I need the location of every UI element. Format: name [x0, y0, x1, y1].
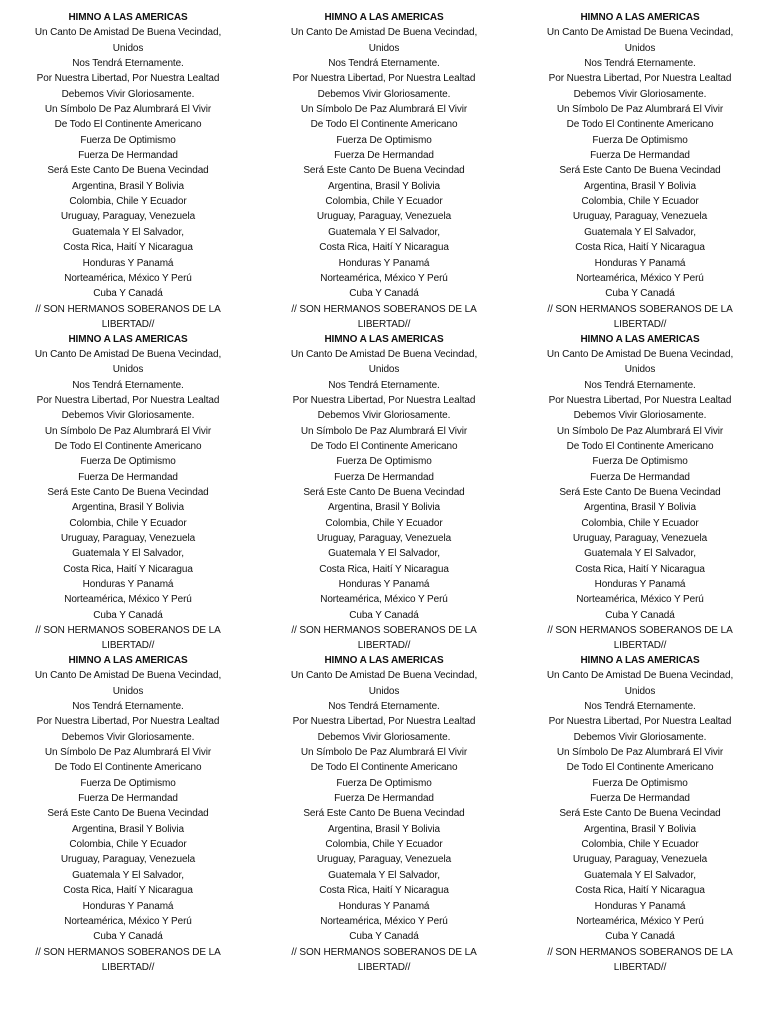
hymn-line: Nos Tendrá Eternamente. [328, 379, 440, 391]
hymn-line: Fuerza De Hermandad [590, 150, 690, 162]
hymn-line: Norteamérica, México Y Perú [320, 915, 448, 927]
hymn-line: Unidos [368, 42, 400, 54]
hymn-line: Colombia, Chile Y Ecuador [69, 517, 187, 529]
hymn-line: Nos Tendrá Eternamente. [72, 58, 184, 70]
hymn-line: Nos Tendrá Eternamente. [584, 379, 696, 391]
hymn-line: Nos Tendrá Eternamente. [72, 379, 184, 391]
hymn-line: Uruguay, Paraguay, Venezuela [60, 854, 196, 866]
hymn-line: Norteamérica, México Y Perú [576, 915, 704, 927]
hymn-line: Colombia, Chile Y Ecuador [325, 517, 443, 529]
hymn-line: Argentina, Brasil Y Bolivia [72, 180, 184, 192]
hymn-line: Cuba Y Canadá [605, 931, 675, 943]
hymn-line: Nos Tendrá Eternamente. [328, 58, 440, 70]
hymn-line: De Todo El Continente Americano [310, 119, 458, 131]
hymn-line: Debemos Vivir Gloriosamente. [573, 731, 707, 743]
hymn-line: Debemos Vivir Gloriosamente. [573, 410, 707, 422]
hymn-line: Honduras Y Panamá [594, 900, 686, 912]
hymn-line: Costa Rica, Haití Y Nicaragua [63, 242, 193, 254]
hymn-line: Norteamérica, México Y Perú [576, 594, 704, 606]
hymn-line: Por Nuestra Libertad, Por Nuestra Lealtad [548, 394, 732, 406]
hymn-line: Por Nuestra Libertad, Por Nuestra Lealtad [292, 394, 476, 406]
hymn-line: Colombia, Chile Y Ecuador [325, 196, 443, 208]
hymn-block [256, 653, 512, 975]
hymn-line: Un Símbolo De Paz Alumbrará El Vivir [300, 104, 468, 116]
hymn-line: Nos Tendrá Eternamente. [328, 701, 440, 713]
hymn-line: // SON HERMANOS SOBERANOS DE LA [291, 625, 477, 637]
hymn-line: Un Canto De Amistad De Buena Vecindad, [546, 670, 734, 682]
hymn-line: Será Este Canto De Buena Vecindad [47, 486, 209, 498]
hymn-line: Fuerza De Hermandad [78, 471, 178, 483]
hymn-line: Un Símbolo De Paz Alumbrará El Vivir [556, 747, 724, 759]
hymn-line: De Todo El Continente Americano [54, 762, 202, 774]
hymn-line: Un Símbolo De Paz Alumbrará El Vivir [300, 747, 468, 759]
hymn-line: Honduras Y Panamá [338, 900, 430, 912]
hymn-line: Unidos [112, 364, 144, 376]
hymn-line: Será Este Canto De Buena Vecindad [559, 486, 721, 498]
hymn-block [0, 10, 256, 332]
hymn-line: Fuerza De Optimismo [592, 777, 688, 789]
hymn-line: Costa Rica, Haití Y Nicaragua [575, 242, 705, 254]
hymn-line: Nos Tendrá Eternamente. [584, 58, 696, 70]
hymn-title: HIMNO A LAS AMERICAS [324, 12, 444, 23]
hymn-line: Costa Rica, Haití Y Nicaragua [319, 242, 449, 254]
hymn-line: Cuba Y Canadá [93, 288, 163, 300]
hymn-line: De Todo El Continente Americano [54, 440, 202, 452]
hymn-line: Uruguay, Paraguay, Venezuela [60, 211, 196, 223]
hymn-line: Fuerza De Hermandad [334, 793, 434, 805]
hymn-line: Será Este Canto De Buena Vecindad [559, 165, 721, 177]
hymn-line: Colombia, Chile Y Ecuador [581, 839, 699, 851]
hymn-line: Guatemala Y El Salvador, [584, 548, 696, 560]
hymn-title: HIMNO A LAS AMERICAS [68, 333, 188, 345]
hymn-line: Guatemala Y El Salvador, [328, 869, 440, 881]
hymn-line: // SON HERMANOS SOBERANOS DE LA [35, 303, 221, 315]
hymn-line: Un Canto De Amistad De Buena Vecindad, [290, 27, 478, 39]
hymn-line: Fuerza De Hermandad [590, 471, 690, 483]
hymn-line: Guatemala Y El Salvador, [584, 869, 696, 881]
hymn-line: // SON HERMANOS SOBERANOS DE LA [35, 946, 221, 958]
hymn-line: Un Canto De Amistad De Buena Vecindad, [290, 670, 478, 682]
hymn-line: Fuerza De Hermandad [590, 793, 690, 805]
hymn-line: Debemos Vivir Gloriosamente. [573, 88, 707, 100]
hymn-line: Debemos Vivir Gloriosamente. [61, 731, 195, 743]
hymn-line: Costa Rica, Haití Y Nicaragua [319, 885, 449, 897]
hymn-line: Un Canto De Amistad De Buena Vecindad, [546, 348, 734, 360]
hymn-line: Honduras Y Panamá [594, 579, 686, 590]
hymn-line: Norteamérica, México Y Perú [64, 272, 192, 284]
hymn-line: Un Canto De Amistad De Buena Vecindad, [546, 27, 734, 39]
hymn-line: Argentina, Brasil Y Bolivia [328, 180, 440, 192]
hymn-line: Fuerza De Hermandad [334, 150, 434, 162]
hymn-line: Colombia, Chile Y Ecuador [69, 196, 187, 208]
hymn-line: Argentina, Brasil Y Bolivia [72, 823, 184, 835]
hymn-line: // SON HERMANOS SOBERANOS DE LA [547, 946, 733, 958]
hymn-line: De Todo El Continente Americano [566, 762, 714, 774]
hymn-line: Unidos [112, 685, 144, 697]
hymn-block [256, 332, 512, 654]
hymn-line: Un Símbolo De Paz Alumbrará El Vivir [44, 425, 212, 437]
hymn-line: Colombia, Chile Y Ecuador [69, 839, 187, 851]
hymn-line: Uruguay, Paraguay, Venezuela [316, 532, 452, 544]
hymn-line: Fuerza De Hermandad [78, 150, 178, 162]
hymn-line: Será Este Canto De Buena Vecindad [559, 808, 721, 820]
hymn-line: Costa Rica, Haití Y Nicaragua [575, 563, 705, 575]
hymn-line: Un Símbolo De Paz Alumbrará El Vivir [556, 104, 724, 116]
hymn-line: LIBERTAD// [101, 318, 155, 330]
hymn-line: Será Este Canto De Buena Vecindad [47, 808, 209, 820]
hymn-block [0, 332, 256, 654]
hymn-line: Norteamérica, México Y Perú [320, 594, 448, 606]
hymn-line: Cuba Y Canadá [605, 288, 675, 300]
hymn-line: Debemos Vivir Gloriosamente. [61, 88, 195, 100]
hymn-line: Uruguay, Paraguay, Venezuela [316, 211, 452, 223]
hymn-line: Honduras Y Panamá [82, 257, 174, 269]
hymn-line: Fuerza De Optimismo [336, 456, 432, 468]
hymn-line: Debemos Vivir Gloriosamente. [61, 410, 195, 422]
hymn-line: Honduras Y Panamá [82, 900, 174, 912]
hymn-line: Unidos [624, 364, 656, 376]
hymn-line: De Todo El Continente Americano [566, 440, 714, 452]
hymn-line: Fuerza De Optimismo [80, 456, 176, 468]
hymn-line: Argentina, Brasil Y Bolivia [328, 502, 440, 514]
hymn-line: Guatemala Y El Salvador, [584, 226, 696, 238]
hymn-line: Un Canto De Amistad De Buena Vecindad, [34, 348, 222, 360]
hymn-title: HIMNO A LAS AMERICAS [324, 333, 444, 345]
hymn-line: Uruguay, Paraguay, Venezuela [572, 854, 708, 866]
hymn-line: Honduras Y Panamá [338, 257, 430, 269]
hymn-line: Argentina, Brasil Y Bolivia [72, 502, 184, 514]
hymn-line: Cuba Y Canadá [349, 931, 419, 943]
hymn-line: Honduras Y Panamá [82, 579, 174, 590]
hymn-line: Un Símbolo De Paz Alumbrará El Vivir [44, 104, 212, 116]
hymn-line: Un Símbolo De Paz Alumbrará El Vivir [44, 747, 212, 759]
hymn-line: Fuerza De Optimismo [592, 134, 688, 146]
hymn-title: HIMNO A LAS AMERICAS [580, 12, 700, 23]
hymn-line: Nos Tendrá Eternamente. [72, 701, 184, 713]
hymn-line: Argentina, Brasil Y Bolivia [328, 823, 440, 835]
hymn-line: Norteamérica, México Y Perú [320, 272, 448, 284]
hymn-line: Uruguay, Paraguay, Venezuela [572, 211, 708, 223]
hymn-line: Uruguay, Paraguay, Venezuela [572, 532, 708, 544]
hymn-block [256, 10, 512, 332]
hymn-line: Guatemala Y El Salvador, [72, 226, 184, 238]
hymn-line: De Todo El Continente Americano [310, 440, 458, 452]
hymn-line: Uruguay, Paraguay, Venezuela [60, 532, 196, 544]
hymn-line: LIBERTAD// [357, 318, 411, 330]
hymn-line: Debemos Vivir Gloriosamente. [317, 410, 451, 422]
hymn-line: Por Nuestra Libertad, Por Nuestra Lealtad [292, 73, 476, 85]
hymn-line: Será Este Canto De Buena Vecindad [303, 486, 465, 498]
hymn-line: LIBERTAD// [357, 961, 411, 973]
hymn-line: Por Nuestra Libertad, Por Nuestra Lealtad [36, 73, 220, 85]
hymn-line: Colombia, Chile Y Ecuador [581, 196, 699, 208]
hymn-line: Honduras Y Panamá [594, 257, 686, 269]
hymn-line: Cuba Y Canadá [349, 288, 419, 300]
hymn-line: Un Canto De Amistad De Buena Vecindad, [34, 670, 222, 682]
hymn-line: Norteamérica, México Y Perú [64, 594, 192, 606]
hymn-line: LIBERTAD// [613, 640, 667, 652]
hymn-line: Un Símbolo De Paz Alumbrará El Vivir [556, 425, 724, 437]
hymn-line: Argentina, Brasil Y Bolivia [584, 180, 696, 192]
hymn-line: Por Nuestra Libertad, Por Nuestra Lealtad [36, 394, 220, 406]
hymn-line: Fuerza De Optimismo [336, 134, 432, 146]
hymn-line: Un Símbolo De Paz Alumbrará El Vivir [300, 425, 468, 437]
hymn-line: Fuerza De Hermandad [334, 471, 434, 483]
hymn-line: // SON HERMANOS SOBERANOS DE LA [547, 625, 733, 637]
hymn-line: Cuba Y Canadá [349, 609, 419, 621]
hymn-line: Guatemala Y El Salvador, [328, 548, 440, 560]
hymn-line: Por Nuestra Libertad, Por Nuestra Lealtad [548, 716, 732, 728]
hymn-line: // SON HERMANOS SOBERANOS DE LA [35, 625, 221, 637]
hymn-line: Nos Tendrá Eternamente. [584, 701, 696, 713]
hymn-line: Un Canto De Amistad De Buena Vecindad, [290, 348, 478, 360]
hymn-title: HIMNO A LAS AMERICAS [68, 12, 188, 23]
hymn-line: Unidos [112, 42, 144, 54]
hymn-line: Norteamérica, México Y Perú [64, 915, 192, 927]
hymn-line: Uruguay, Paraguay, Venezuela [316, 854, 452, 866]
hymn-line: Por Nuestra Libertad, Por Nuestra Lealtad [36, 716, 220, 728]
hymn-block [512, 653, 768, 975]
hymn-title: HIMNO A LAS AMERICAS [580, 333, 700, 345]
hymn-line: Guatemala Y El Salvador, [328, 226, 440, 238]
hymn-line: Cuba Y Canadá [605, 609, 675, 621]
hymn-block [512, 332, 768, 654]
hymn-line: // SON HERMANOS SOBERANOS DE LA [291, 946, 477, 958]
hymn-line: Costa Rica, Haití Y Nicaragua [575, 885, 705, 897]
hymn-line: De Todo El Continente Americano [566, 119, 714, 131]
hymn-line: Colombia, Chile Y Ecuador [325, 839, 443, 851]
hymn-line: Será Este Canto De Buena Vecindad [47, 165, 209, 177]
hymn-line: Fuerza De Optimismo [336, 777, 432, 789]
hymn-block [512, 10, 768, 332]
hymn-line: LIBERTAD// [613, 318, 667, 330]
hymn-line: Unidos [624, 42, 656, 54]
hymn-line: Costa Rica, Haití Y Nicaragua [319, 563, 449, 575]
hymn-block [0, 653, 256, 975]
hymn-line: Fuerza De Optimismo [80, 777, 176, 789]
hymn-line: Fuerza De Hermandad [78, 793, 178, 805]
hymn-line: Guatemala Y El Salvador, [72, 548, 184, 560]
hymn-line: De Todo El Continente Americano [54, 119, 202, 131]
hymn-line: De Todo El Continente Americano [310, 762, 458, 774]
hymn-line: Debemos Vivir Gloriosamente. [317, 88, 451, 100]
hymn-line: Honduras Y Panamá [338, 579, 430, 590]
hymn-line: LIBERTAD// [357, 640, 411, 652]
hymn-line: Fuerza De Optimismo [592, 456, 688, 468]
hymn-line: // SON HERMANOS SOBERANOS DE LA [291, 303, 477, 315]
hymn-line: Argentina, Brasil Y Bolivia [584, 823, 696, 835]
hymn-title: HIMNO A LAS AMERICAS [324, 655, 444, 666]
hymn-line: Argentina, Brasil Y Bolivia [584, 502, 696, 514]
hymn-line: Cuba Y Canadá [93, 609, 163, 621]
hymn-line: LIBERTAD// [613, 961, 667, 973]
hymn-line: Costa Rica, Haití Y Nicaragua [63, 563, 193, 575]
hymn-line: Debemos Vivir Gloriosamente. [317, 731, 451, 743]
hymn-title: HIMNO A LAS AMERICAS [580, 655, 700, 666]
hymn-line: // SON HERMANOS SOBERANOS DE LA [547, 303, 733, 315]
hymn-line: Unidos [368, 685, 400, 697]
hymn-line: Guatemala Y El Salvador, [72, 869, 184, 881]
hymn-title: HIMNO A LAS AMERICAS [68, 655, 188, 666]
hymn-line: LIBERTAD// [101, 961, 155, 973]
hymn-line: Unidos [624, 685, 656, 697]
hymn-line: Cuba Y Canadá [93, 931, 163, 943]
hymn-line: LIBERTAD// [101, 640, 155, 652]
hymn-line: Será Este Canto De Buena Vecindad [303, 165, 465, 177]
hymn-line: Por Nuestra Libertad, Por Nuestra Lealtad [548, 73, 732, 85]
hymn-line: Por Nuestra Libertad, Por Nuestra Lealtad [292, 716, 476, 728]
hymn-line: Un Canto De Amistad De Buena Vecindad, [34, 27, 222, 39]
hymn-line: Será Este Canto De Buena Vecindad [303, 808, 465, 820]
hymn-line: Costa Rica, Haití Y Nicaragua [63, 885, 193, 897]
hymn-line: Fuerza De Optimismo [80, 134, 176, 146]
hymn-line: Colombia, Chile Y Ecuador [581, 517, 699, 529]
hymn-line: Unidos [368, 364, 400, 376]
hymn-line: Norteamérica, México Y Perú [576, 272, 704, 284]
